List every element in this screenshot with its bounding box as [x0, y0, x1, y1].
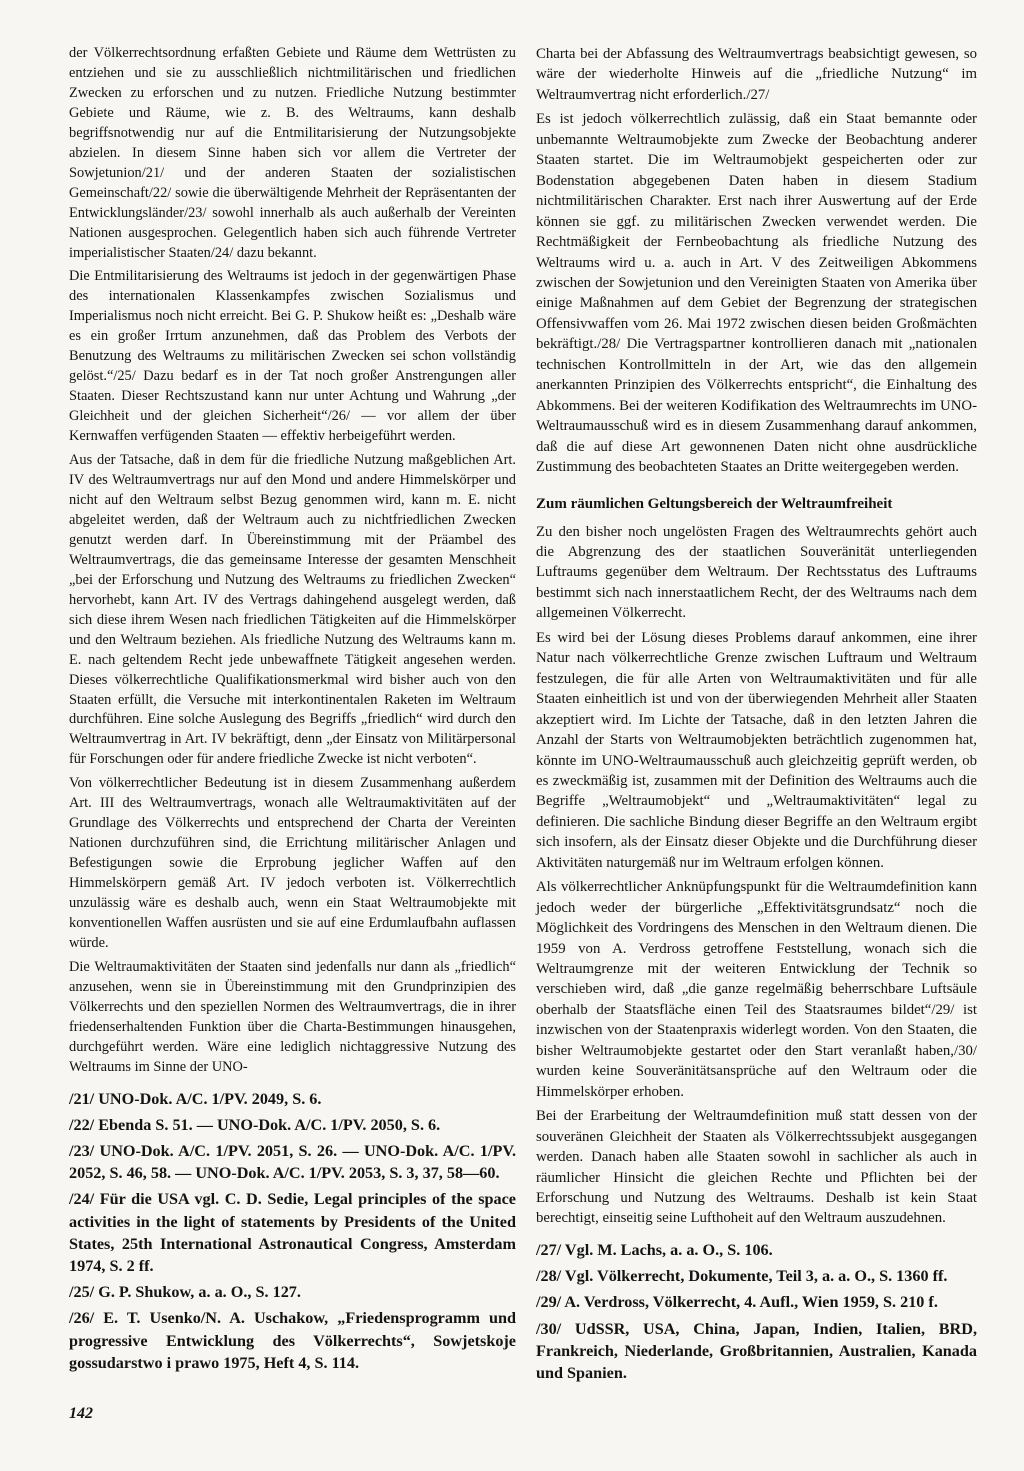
paragraph: Es wird bei der Lösung dieses Problems darauf ankommen, eine ihrer Natur nach völkerrechtliche Grenze zwischen Luftraum und Weltraum festzulegen, die für alle Arten von Weltraumaktivitäten und für alle Staaten einheitlich ist und von der überwiegenden Mehrheit aller Staaten akzeptiert wird. Im Lichte der Tatsache, daß in den letzten Jahren die Anzahl der Starts von Weltraumobjekten beträchtlich zugenommen hat, könnte im UNO-Weltraumausschuß auch gleichzeitig geprüft werden, ob es zweckmäßig ist, zusammen mit der Definition des Weltraums auch die Begriffe „Weltraumobjekt“ und „Weltraumaktivitäten“ legal zu definieren. Die sachliche Bindung dieser Begriffe an den Weltraum ergibt sich insofern, als der Einsatz dieser Objekte und die Durchführung dieser Aktivitäten naturgemäß nur im Weltraum erfolgen können. — [536, 629, 977, 871]
paragraph: Von völkerrechtlicher Bedeutung ist in diesem Zusammenhang außerdem Art. III des Weltraumvertrags, wonach alle Weltraumaktivitäten auf der Grundlage des Völkerrechts und entsprechend der Charta der Vereinten Nationen durchzuführen sind, die Errichtung militärischer Anlagen und Befestigungen sowie die Erprobung jeglicher Waffen auf den Himmelskörpern gemäß Art. IV jedoch verboten ist. Völkerrechtlich unzulässig wäre es deshalb auch, wenn ein Staat Weltraumobjekte mit konventionellen Waffen ausrüsten und sie auf eine Erdumlaufbahn auflassen würde. — [69, 775, 516, 951]
page-number: 142 — [69, 1405, 93, 1422]
paragraph: Bei der Erarbeitung der Weltraumdefinition muß statt dessen von der souveränen Gleichheit der Staaten als Völkerrechtssubjekt ausgegangen werden. Danach haben alle Staaten sowohl in sachlicher als auch in räumlicher Hinsicht die gleichen Rechte und Pflichten bei der Erforschung und Nutzung des Weltraums. Deshalb ist kein Staat berechtigt, einseitig seine Lufthoheit auf den Weltraum auszudehnen. — [536, 1108, 977, 1227]
paragraph: der Völkerrechtsordnung erfaßten Gebiete und Räume dem Wettrüsten zu entziehen und sie zu ausschließlich nichtmilitärischen und friedlichen Zwecken zu erforschen und zu nutzen. Friedliche Nutzung bestimmter Gebiete und Räume, wie z. B. des Weltraums, kann deshalb begriffsnotwendig nur auf die Entmilitarisierung der Nutzungsobjekte abzielen. In diesem Sinne haben sich vor allem die Vertreter der Sowjetunion/21/ und der anderen Staaten der sozialistischen Gemeinschaft/22/ sowie die überwältigende Mehrheit der Repräsentanten der Entwicklungsländer/23/ sowohl innerhalb als auch außerhalb der Vereinten Nationen ausgesprochen. Gelegentlich haben sich auch führende Vertreter imperialistischer Staaten/24/ dazu bekannt. — [69, 45, 516, 261]
paragraph: Als völkerrechtlicher Anknüpfungspunkt für die Weltraumdefinition kann jedoch weder der bürgerliche „Effektivitätsgrundsatz“ noch die Möglichkeit des Vordringens des Menschen in den Weltraum dienen. Die 1959 von A. Verdross getroffene Feststellung, wonach sich die Weltraumgrenze mit der weiteren Entwicklung der Technik so verschieben wird, daß „die ganze regelmäßig beherrschbare Luftsäule oberhalb der Staatsfläche einen Teil des Staatsraumes bildet“/29/ ist inzwischen von der Staatenpraxis widerlegt worden. Von den Staaten, die bisher Weltraumobjekte gestartet oder den Start veranlaßt haben,/30/ wurden keine Souveränitätsansprüche auf den Weltraum oder die Himmelskörper erhoben. — [536, 879, 977, 1100]
footnote: /24/ Für die USA vgl. C. D. Sedie, Legal principles of the space activities in the light of statements by Presidents of the United States, 25th International Astronautical Congress, Amsterdam 1974, S. 2 ff. — [69, 1190, 516, 1276]
footnotes-right — [536, 1239, 977, 1384]
right-column — [536, 44, 977, 1388]
footnotes-left — [69, 1088, 516, 1374]
paragraph: Die Entmilitarisierung des Weltraums ist jedoch in der gegenwärtigen Phase des internationalen Klassenkampfes zwischen Sozialismus und Imperialismus noch nicht erreicht. Bei G. P. Shukow heißt es: „Deshalb wäre es ein großer Irrtum anzunehmen, daß das Problem des Verbots der Benutzung des Weltraums zu militärischen Zwecken sei schon vollständig gelöst.“/25/ Dazu bedarf es in der Tat noch großer Anstrengungen aller Staaten. Dieser Rechtszustand kann nur unter Achtung und Wahrung „der Gleichheit und der gleichen Sicherheit“/26/ — vor allem der über Kernwaffen verfügenden Staaten — effektiv herbeigeführt werden. — [69, 268, 516, 445]
paragraph: Die Weltraumaktivitäten der Staaten sind jedenfalls nur dann als „friedlich“ anzusehen, wenn sie in Übereinstimmung mit den Grundprinzipien des Völkerrechts und den speziellen Normen des Weltraumvertrags, die in ihrer friedenserhaltenden Funktion über die Charta-Bestimmungen hinausgehen, durchgeführt werden. Wäre eine lediglich nichtaggressive Nutzung des Weltraums im Sinne der UNO- — [69, 958, 516, 1075]
paragraph: Aus der Tatsache, daß in dem für die friedliche Nutzung maßgeblichen Art. IV des Weltraumvertrags nur auf den Mond und andere Himmelskörper und nicht auf den Weltraum selbst Bezug genommen wird, kann m. E. nicht abgeleitet werden, daß der Weltraum auch zu nichtfriedlichen Zwecken genutzt werden darf. In Übereinstimmung mit der Präambel des Weltraumvertrags, die das gemeinsame Interesse der gesamten Menschheit „bei der Erforschung und Nutzung des Weltraums zu friedlichen Zwecken“ hervorhebt, kann Art. IV des Vertrags dahingehend ausgelegt werden, daß sich diese ihrem Wesen nach friedlichen Tätigkeiten auf die Himmelskörper und den Weltraum beziehen. Als friedliche Nutzung des Weltraums kann m. E. nach geltendem Recht jede unbewaffnete Tätigkeit angesehen werden. Dieses völkerrechtliche Qualifikationsmerkmal wird bisher auch von den Staaten erfüllt, die Versuche mit interkontinentalen Raketen im Weltraum durchführen. Eine solche Auslegung des Begriffs „friedlich“ wird durch den Weltraumvertrag in Art. IV bekräftigt, denn „der Einsatz von Militärpersonal für Forschungen oder für andere friedliche Zwecke ist nicht verboten“. — [69, 452, 516, 768]
left-column — [69, 44, 516, 1378]
footnote: /25/ G. P. Shukow, a. a. O., S. 127. — [69, 1283, 301, 1302]
paragraph: Zu den bisher noch ungelösten Fragen des Weltraumrechts gehört auch die Abgrenzung des der staatlichen Souveränität unterliegenden Luftraums gegenüber dem Weltraum. Der Rechtsstatus des Luftraums bestimmt sich nach innerstaatlichem Recht, der des Weltraums nach dem allgemeinen Völkerrecht. — [536, 523, 977, 622]
section-heading: Zum räumlichen Geltungsbereich der Weltraumfreiheit — [536, 495, 893, 512]
footnote: /26/ E. T. Usenko/N. A. Uschakow, „Friedensprogramm und progressive Entwicklung des Völkerrechts“, Sowjetskoje gossudarstwo i prawo 1975, Heft 4, S. 114. — [69, 1309, 516, 1372]
paragraph: Es ist jedoch völkerrechtlich zulässig, daß ein Staat bemannte oder unbemannte Weltraumobjekte zum Zwecke der Beobachtung anderer Staaten startet. Die im Weltraumobjekt gespeicherten oder zur Bodenstation abgegebenen Daten haben in diesem Stadium nichtmilitärischen Charakter. Erst nach ihrer Auswertung auf der Erde können sie ggf. zu militärischen Zwecken verwendet werden. Die Rechtmäßigkeit der Fernbeobachtung als friedliche Nutzung des Weltraums wird u. a. auch in Art. V des Zeitweiligen Abkommens zwischen der Sowjetunion und den Vereinigten Staaten von Amerika über einige Maßnahmen auf dem Gebiet der Begrenzung der strategischen Offensivwaffen vom 26. Mai 1972 zwischen diesen beiden Großmächten bekräftigt./28/ Die Vertragspartner kontrollieren danach mit „nationalen technischen Kontrollmitteln in der Art, wie das den allgemein anerkannten Prinzipien des Völkerrechts entspricht“, die Einhaltung des Abkommens. Bei der weiteren Kodifikation des Weltraumrechts im UNO-Weltraumausschuß wird es in diesem Zusammenhang darauf ankommen, daß die auf diese Art gewonnenen Daten nicht ohne ausdrückliche Zustimmung des beobachteten Staates an Dritte weitergegeben werden. — [536, 111, 977, 476]
paragraph: Charta bei der Abfassung des Weltraumvertrags beabsichtigt gewesen, so wäre der wiederholte Hinweis auf die „friedliche Nutzung“ im Weltraumvertrag nicht erforderlich./27/ — [536, 46, 977, 103]
footnote: /27/ Vgl. M. Lachs, a. a. O., S. 106. — [536, 1240, 773, 1259]
footnote: /21/ UNO-Dok. A/C. 1/PV. 2049, S. 6. — [69, 1089, 322, 1108]
footnote: /28/ Vgl. Völkerrecht, Dokumente, Teil 3, a. a. O., S. 1360 ff. — [536, 1267, 948, 1286]
footnote: /22/ Ebenda S. 51. — UNO-Dok. A/C. 1/PV. 2050, S. 6. — [69, 1115, 441, 1134]
footnote: /23/ UNO-Dok. A/C. 1/PV. 2051, S. 26. — UNO-Dok. A/C. 1/PV. 2052, S. 46, 58. — UNO-Dok. A/C. 1/PV. 2053, S. 3, 37, 58—60. — [69, 1142, 516, 1183]
footnote: /30/ UdSSR, USA, China, Japan, Indien, Italien, BRD, Frankreich, Niederlande, Großbritannien, Australien, Kanada und Spanien. — [536, 1319, 977, 1382]
footnote: /29/ A. Verdross, Völkerrecht, 4. Aufl., Wien 1959, S. 210 f. — [536, 1293, 938, 1312]
